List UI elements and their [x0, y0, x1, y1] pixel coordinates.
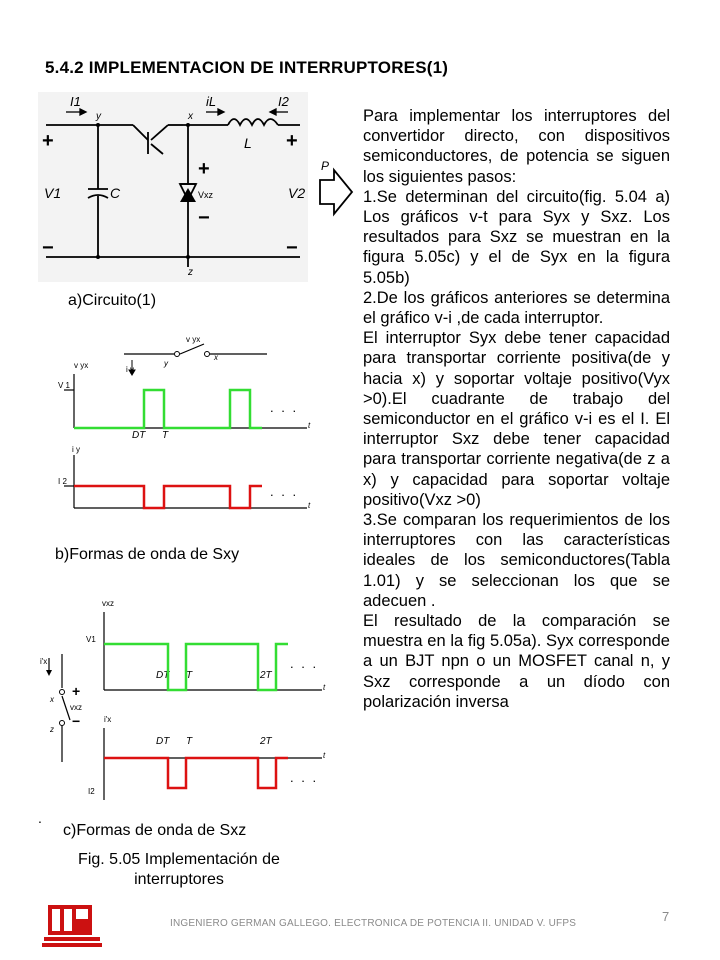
plus-left: + [42, 130, 54, 152]
label-v1: V 1 [58, 381, 71, 390]
label-iy2: i y [72, 445, 80, 454]
minus-left: − [42, 237, 54, 259]
vyx-waveform [74, 390, 262, 428]
paragraph-step-2: 2.De los gráficos anteriores se determina el gráfico v-i ,de cada interruptor. [363, 288, 670, 328]
dots-c1: . . . [290, 656, 319, 671]
label-iy: i y [126, 365, 134, 374]
page-number: 7 [662, 909, 670, 924]
label-z-c: z [50, 725, 54, 734]
label-2t-c2: 2T [260, 736, 272, 747]
label-vyx-switch: v yx [186, 335, 201, 344]
label-vxz: vxz [102, 599, 114, 608]
plus-c: + [72, 683, 81, 699]
iy-waveform [74, 486, 262, 508]
label-dt-c1: DT [156, 670, 170, 681]
label-vxz2: vxz [70, 703, 82, 712]
label-l: L [244, 135, 252, 151]
vxz-waveform [104, 644, 288, 690]
caption-c: c)Formas de onda de Sxz [63, 822, 247, 839]
stray-dot: . [38, 810, 42, 826]
footer-text: INGENIERO GERMAN GALLEGO. ELECTRONICA DE POTENCIA II. UNIDAD V. UFPS [170, 918, 577, 929]
caption-a: a)Circuito(1) [68, 292, 157, 309]
minus-c: − [72, 713, 81, 729]
figure-caption: Fig. 5.05 Implementación de interruptores [78, 851, 280, 888]
label-i1: I1 [70, 94, 81, 109]
label-vxz: Vxz [198, 190, 214, 200]
waveform-b [52, 330, 322, 520]
label-t-c2: T [186, 736, 193, 747]
label-ix: i'x [40, 657, 48, 666]
label-v2: V2 [288, 185, 306, 201]
minus-right: − [286, 237, 298, 259]
ix-waveform [104, 758, 288, 788]
dots-c2: . . . [290, 770, 319, 785]
label-i2-c: I2 [88, 787, 95, 796]
plus-diode: + [198, 158, 210, 180]
body-text [363, 106, 670, 712]
paragraph-result: El resultado de la comparación se muestra en la fig 5.05a). Syx corresponde a un BJT npn o un MOSFET canal n, y Sxz corresponde a un díodo con polarización inversa [363, 612, 670, 711]
label-x-switch: x [214, 353, 218, 362]
label-time-c1: t [323, 683, 326, 692]
label-t: T [162, 430, 169, 441]
waveform-c [40, 592, 340, 807]
ufps-logo [40, 903, 104, 949]
paragraph-step-3: 3.Se comparan los requerimientos de los interruptores con las características ideales de los semiconductores(Tabla 1.01) y se seleccionan los que se adecuen . [363, 511, 670, 610]
label-x-c: x [50, 695, 54, 704]
label-vyx: v yx [74, 361, 89, 370]
label-y-switch: y [164, 359, 168, 368]
circuit-diagram [38, 92, 358, 282]
label-i2: I2 [278, 94, 289, 109]
label-dt-c2: DT [156, 736, 170, 747]
dots-b2: . . . [270, 484, 299, 499]
label-il: iL [206, 94, 217, 109]
label-x: x [188, 111, 193, 122]
label-y: y [96, 111, 101, 122]
label-t-c1: T [186, 670, 193, 681]
page-title: 5.4.2 IMPLEMENTACION DE INTERRUPTORES(1) [45, 58, 449, 77]
paragraph-switch-requirements: El interruptor Syx debe tener capacidad para transportar corriente positiva(de y hacia x) y soportar voltaje positivo(Vyx >0).El cuadrante de trabajo del semiconductor en el gráfico v-i es el I. El interruptor Sxz debe tener capacidad para transportar corriente negativa(de z a x) y capacidad para soportar voltaje positivo(Vxz >0) [363, 329, 670, 509]
label-v1: V1 [44, 185, 62, 201]
minus-diode: − [198, 207, 210, 229]
plus-right: + [286, 130, 298, 152]
paragraph-intro: Para implementar los interruptores del convertidor directo, con dispositivos semiconductores, de potencia se siguen los siguientes pasos: [363, 107, 670, 186]
label-dt: DT [132, 430, 146, 441]
paragraph-step-1: 1.Se determinan del circuito(fig. 5.04 a) Los gráficos v-t para Syx y Sxz. Los resultados para Sxz se muestran en la figura 5.05c) y el de Syx en la figura 5.05b) [363, 187, 670, 287]
label-time-2: t [308, 501, 311, 510]
label-2t-c1: 2T [260, 670, 272, 681]
label-c: C [110, 185, 121, 201]
label-time-c2: t [323, 751, 326, 760]
label-v1-c: V1 [86, 635, 96, 644]
label-i2: I 2 [58, 477, 67, 486]
label-ix2: i'x [104, 715, 112, 724]
label-z: z [188, 267, 193, 278]
dots-b1: . . . [270, 400, 299, 415]
label-time-1: t [308, 421, 311, 430]
caption-b: b)Formas de onda de Sxy [55, 546, 240, 563]
label-p: P [321, 159, 330, 173]
